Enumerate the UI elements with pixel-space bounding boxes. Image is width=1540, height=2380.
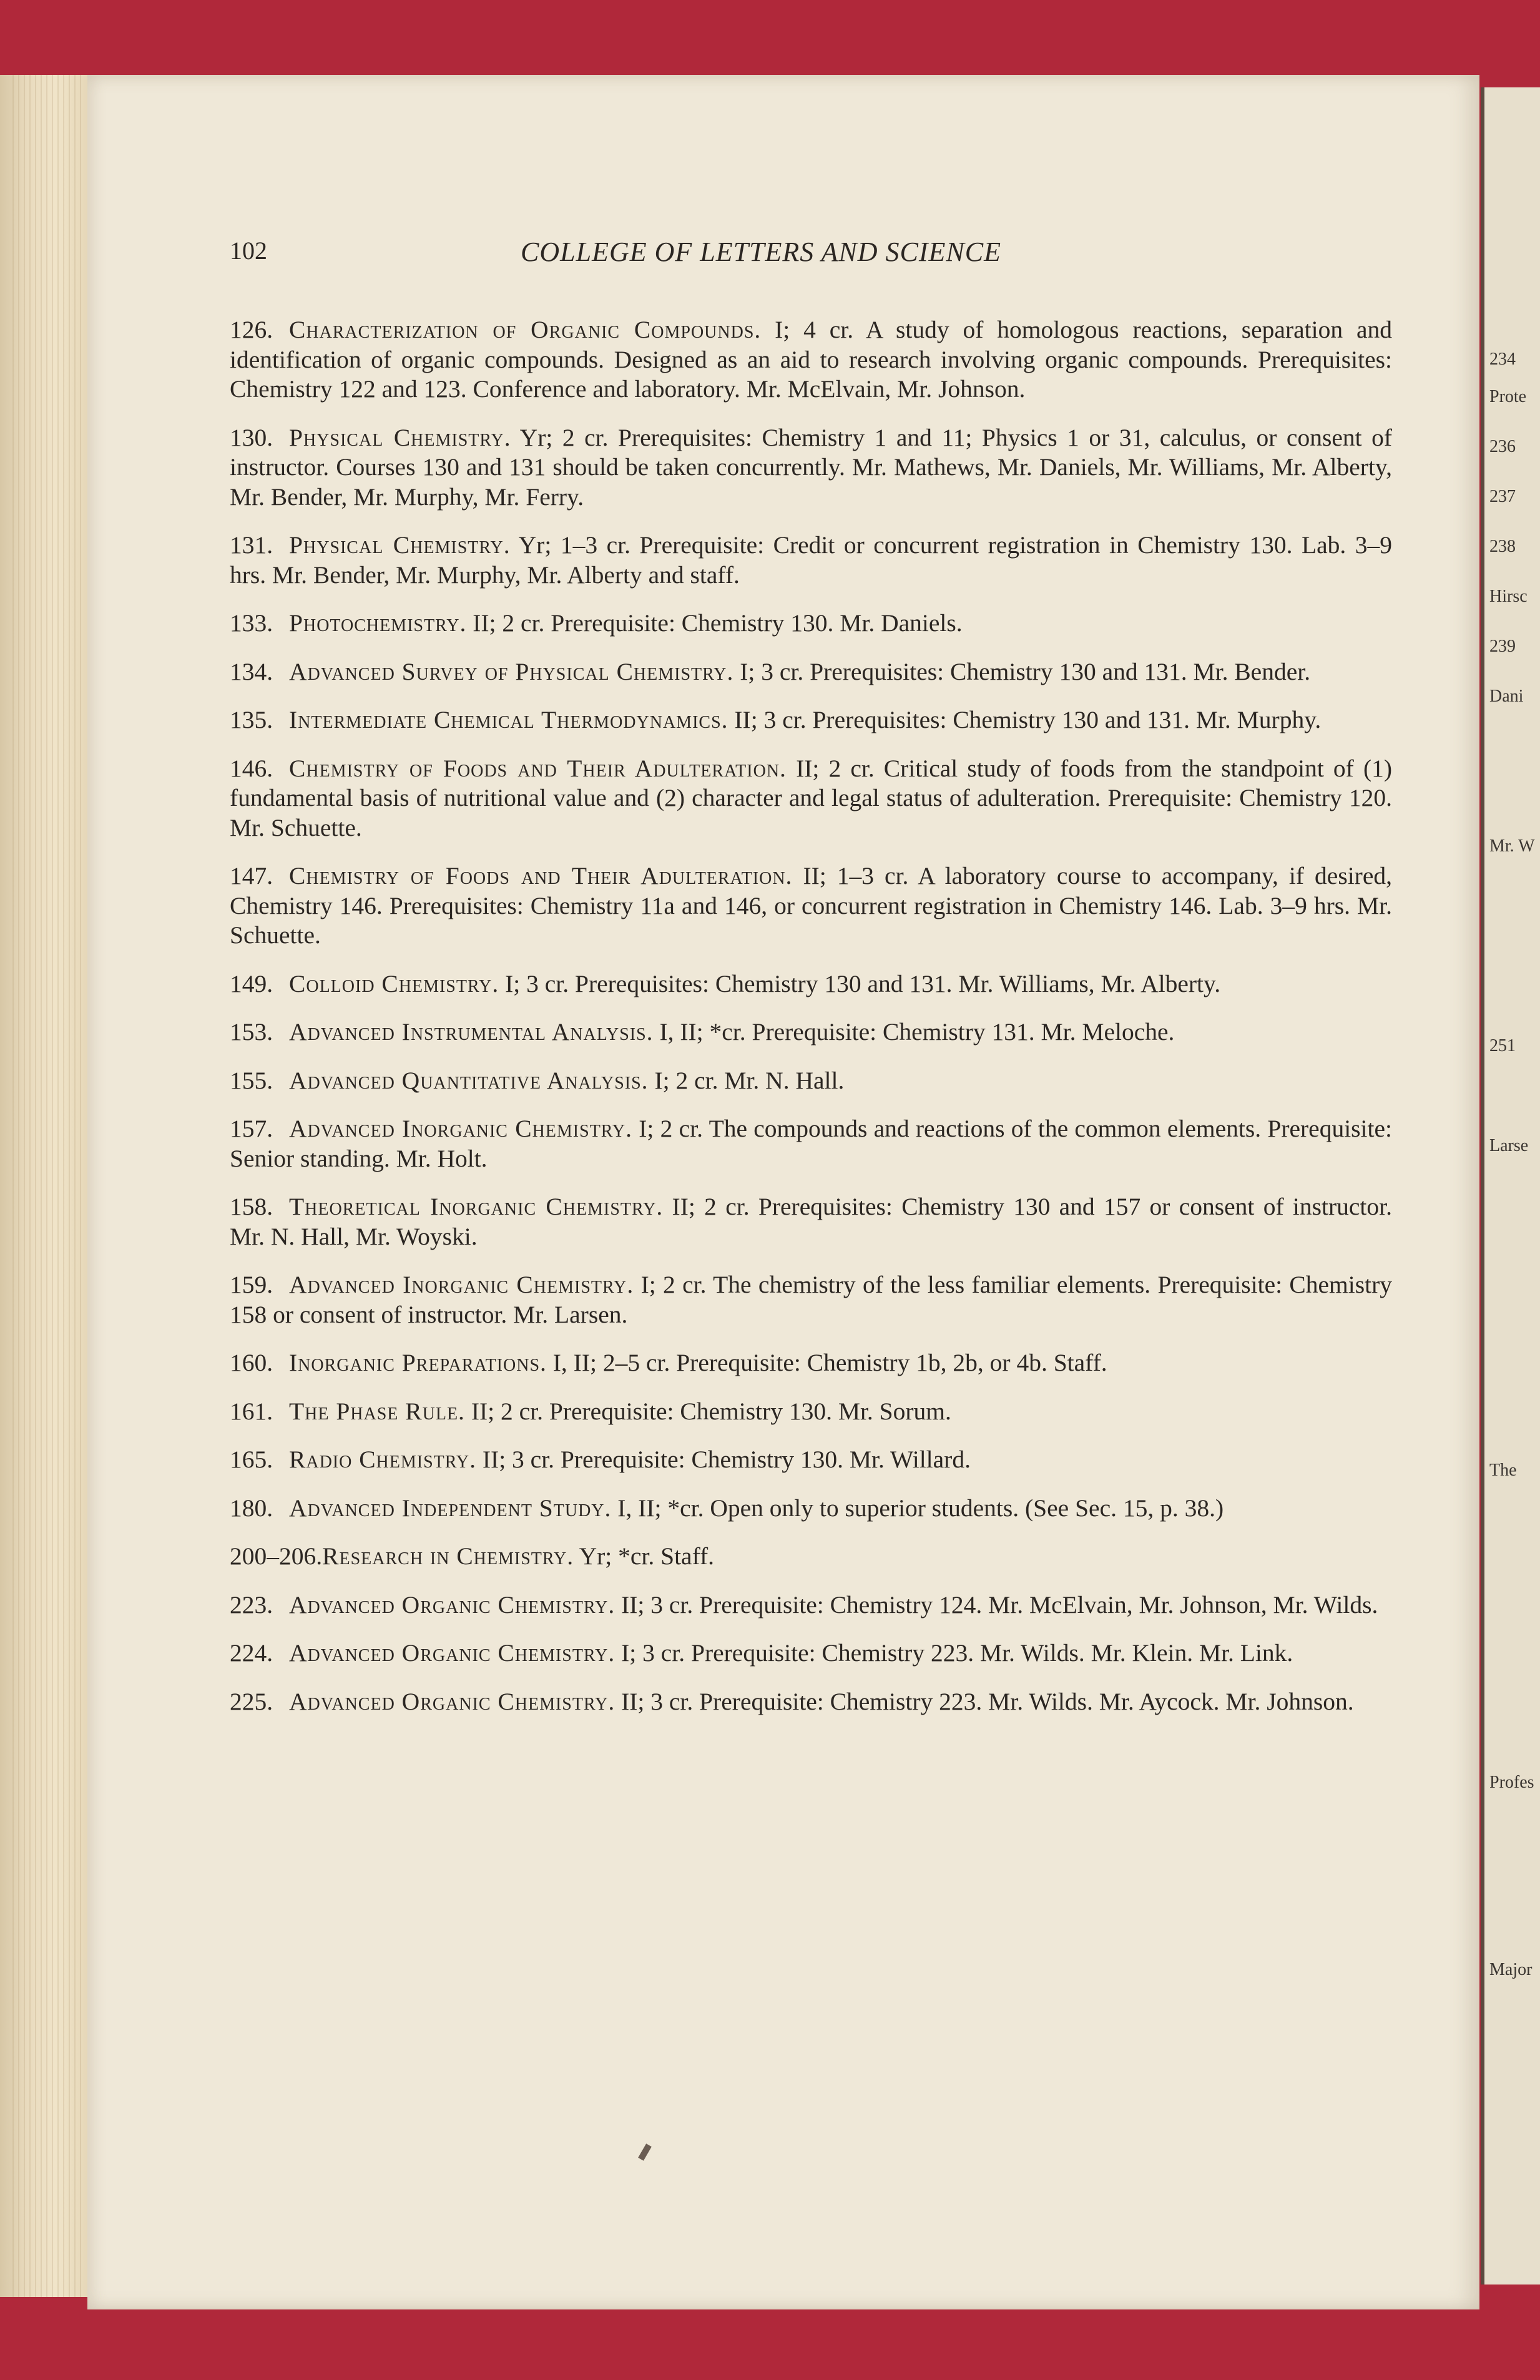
course-number: 126.	[230, 316, 273, 343]
course-entry	[230, 315, 1392, 404]
course-title: Theoretical Inorganic Chemistry.	[289, 1193, 664, 1220]
course-description: I, II; *cr. Open only to superior students. (See Sec. 15, p. 38.)	[617, 1494, 1224, 1522]
course-entry	[230, 423, 1392, 512]
course-number: 223.	[230, 1590, 273, 1618]
course-title: Inorganic Preparations.	[289, 1349, 547, 1376]
course-title: Chemistry of Foods and Their Adulteration.	[289, 862, 793, 889]
course-title: Advanced Inorganic Chemistry.	[289, 1271, 634, 1298]
course-title: Advanced Inorganic Chemistry.	[289, 1115, 633, 1142]
course-entry	[230, 531, 1392, 590]
course-entry	[230, 705, 1392, 735]
course-title: Advanced Organic Chemistry.	[289, 1590, 616, 1618]
course-description: II; 3 cr. Prerequisites: Chemistry 130 and 131. Mr. Murphy.	[734, 706, 1322, 733]
course-entry	[230, 1192, 1392, 1251]
course-entry	[230, 1590, 1392, 1620]
course-number: 147.	[230, 862, 273, 889]
course-description: I; 3 cr. Prerequisites: Chemistry 130 and 131. Mr. Bender.	[740, 657, 1311, 685]
course-entry	[230, 861, 1392, 951]
course-number: 165.	[230, 1446, 273, 1473]
running-head: COLLEGE OF LETTERS AND SCIENCE	[521, 237, 1001, 267]
page-number: 102	[230, 237, 267, 265]
facing-page-edge	[1481, 87, 1540, 2285]
facing-page-fragment: 251	[1489, 1036, 1516, 1055]
course-description: II; 2 cr. Critical study of foods from the standpoint of (1) fundamental basis of nutritional value and (2) character and legal status of adulteration. Prerequisite: Chemistry 120. Mr. Schuette.	[230, 754, 1393, 841]
course-entry	[230, 1638, 1392, 1668]
course-entry	[230, 609, 1392, 639]
page-header	[230, 236, 1291, 273]
course-title: Research in Chemistry.	[322, 1542, 574, 1570]
course-title: Colloid Chemistry.	[289, 969, 499, 997]
facing-page-fragment: 237	[1489, 487, 1516, 506]
facing-page-fragment: Major	[1489, 1960, 1533, 1979]
course-entry	[230, 1348, 1392, 1378]
course-description: II; 2 cr. Prerequisites: Chemistry 130 and 157 or consent of instructor. Mr. N. Hall, Mr. Woyski.	[230, 1193, 1393, 1250]
facing-page-fragment: 239	[1489, 637, 1516, 656]
course-title: Physical Chemistry.	[289, 531, 511, 559]
course-description: I; 4 cr. A study of homologous reactions, separation and identification of organic compounds. Designed as an aid to research involving organic compounds. Prerequisites: Chemistry 122 and 123. Conference and laboratory. Mr. McElvain, Mr. Johnson.	[230, 316, 1392, 403]
course-number: 135.	[230, 706, 273, 733]
course-title: Physical Chemistry.	[289, 423, 511, 451]
course-number: 149.	[230, 969, 273, 997]
course-entry	[230, 969, 1392, 999]
course-number: 146.	[230, 754, 273, 782]
course-entry	[230, 754, 1392, 843]
course-title: Characterization of Organic Compounds.	[289, 316, 762, 343]
course-description: II; 3 cr. Prerequisite: Chemistry 130. Mr. Willard.	[482, 1446, 971, 1473]
facing-page-fragment: 236	[1489, 437, 1516, 456]
course-title: Advanced Independent Study.	[289, 1494, 612, 1522]
course-description: I; 2 cr. Mr. N. Hall.	[654, 1066, 845, 1094]
course-title: Advanced Organic Chemistry.	[289, 1639, 616, 1667]
course-entry	[230, 1270, 1392, 1330]
facing-page-fragment: Larse	[1489, 1136, 1529, 1155]
course-number: 153.	[230, 1018, 273, 1046]
course-description: I; 2 cr. The chemistry of the less familiar elements. Prerequisite: Chemistry 158 or consent of instructor. Mr. Larsen.	[230, 1271, 1393, 1328]
course-entry	[230, 1494, 1392, 1524]
course-entry	[230, 1445, 1392, 1475]
course-number: 158.	[230, 1193, 273, 1220]
course-number: 224.	[230, 1639, 273, 1667]
course-number: 159.	[230, 1271, 273, 1298]
course-number: 134.	[230, 657, 273, 685]
course-title: Advanced Survey of Physical Chemistry.	[289, 657, 734, 685]
course-number: 133.	[230, 609, 273, 637]
course-entry	[230, 1397, 1392, 1427]
course-entry	[230, 1542, 1392, 1572]
course-number: 200–206.	[230, 1542, 323, 1570]
course-entry	[230, 657, 1392, 687]
course-description: Yr; 1–3 cr. Prerequisite: Credit or concurrent registration in Chemistry 130. Lab. 3–9 hrs. Mr. Bender, Mr. Murphy, Mr. Alberty and staff.	[230, 531, 1392, 589]
course-title: Advanced Quantitative Analysis.	[289, 1066, 649, 1094]
course-entry	[230, 1017, 1392, 1047]
course-number: 180.	[230, 1494, 273, 1522]
course-number: 131.	[230, 531, 273, 559]
facing-page-fragment: The	[1489, 1461, 1517, 1480]
course-description: I; 3 cr. Prerequisite: Chemistry 223. Mr. Wilds. Mr. Klein. Mr. Link.	[621, 1639, 1293, 1667]
course-description: II; 3 cr. Prerequisite: Chemistry 223. Mr. Wilds. Mr. Aycock. Mr. Johnson.	[621, 1687, 1354, 1715]
course-title: Radio Chemistry.	[289, 1446, 477, 1473]
course-description: II; 3 cr. Prerequisite: Chemistry 124. Mr. McElvain, Mr. Johnson, Mr. Wilds.	[621, 1590, 1378, 1618]
facing-page-fragment: 238	[1489, 537, 1516, 556]
course-list	[230, 315, 1392, 1735]
course-entry	[230, 1114, 1392, 1173]
course-description: Yr; 2 cr. Prerequisites: Chemistry 1 and 11; Physics 1 or 31, calculus, or consent of instructor. Courses 130 and 131 should be taken concurrently. Mr. Mathews, Mr. Daniels, Mr. Williams, Mr. Alberty, Mr. Bender, Mr. Murphy, Mr. Ferry.	[230, 423, 1392, 511]
facing-page-fragment: Hirsc	[1489, 587, 1528, 606]
course-entry	[230, 1066, 1392, 1096]
course-number: 155.	[230, 1066, 273, 1094]
course-description: Yr; *cr. Staff.	[579, 1542, 715, 1570]
course-title: Advanced Instrumental Analysis.	[289, 1018, 654, 1046]
course-description: I, II; 2–5 cr. Prerequisite: Chemistry 1b, 2b, or 4b. Staff.	[552, 1349, 1107, 1376]
course-description: II; 2 cr. Prerequisite: Chemistry 130. Mr. Sorum.	[471, 1397, 951, 1425]
course-description: II; 2 cr. Prerequisite: Chemistry 130. Mr. Daniels.	[473, 609, 963, 637]
course-entry	[230, 1687, 1392, 1717]
facing-page-fragment: Dani	[1489, 687, 1524, 706]
course-description: II; 1–3 cr. A laboratory course to accompany, if desired, Chemistry 146. Prerequisites: Chemistry 11a and 146, or concurrent registration in Chemistry 146. Lab. 3–9 hrs. Mr. Schuette.	[230, 862, 1392, 949]
course-description: I, II; *cr. Prerequisite: Chemistry 131. Mr. Meloche.	[659, 1018, 1175, 1046]
course-title: Intermediate Chemical Thermodynamics.	[289, 706, 728, 733]
course-number: 161.	[230, 1397, 273, 1425]
course-title: Advanced Organic Chemistry.	[289, 1687, 616, 1715]
course-title: The Phase Rule.	[289, 1397, 465, 1425]
course-number: 130.	[230, 423, 273, 451]
course-title: Photochemistry.	[289, 609, 467, 637]
course-description: I; 2 cr. The compounds and reactions of the common elements. Prerequisite: Senior standing. Mr. Holt.	[230, 1115, 1393, 1172]
course-number: 160.	[230, 1349, 273, 1376]
course-title: Chemistry of Foods and Their Adulteration.	[289, 754, 787, 782]
facing-page-fragment: Prote	[1489, 387, 1527, 406]
page-edge-lines	[12, 75, 81, 2297]
facing-page-fragment: Mr. W	[1489, 836, 1535, 856]
facing-page-fragment: Profes	[1489, 1773, 1534, 1792]
course-description: I; 3 cr. Prerequisites: Chemistry 130 and 131. Mr. Williams, Mr. Alberty.	[505, 969, 1221, 997]
course-number: 225.	[230, 1687, 273, 1715]
facing-page-fragment: 234	[1489, 350, 1516, 369]
course-number: 157.	[230, 1115, 273, 1142]
